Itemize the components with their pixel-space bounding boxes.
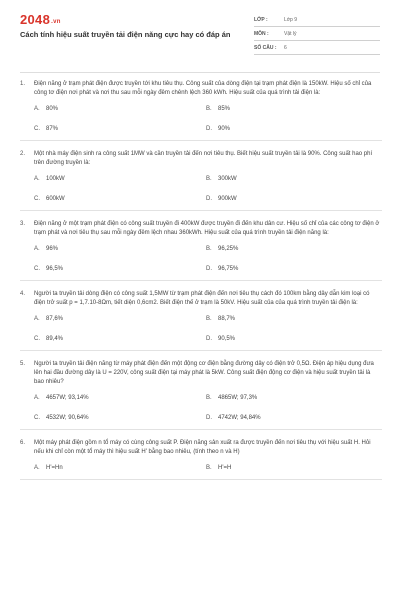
question-number: 3.: [20, 221, 26, 227]
option-letter: D.: [206, 266, 212, 272]
meta-row: [254, 28, 380, 41]
option-text: 4742W; 94,84%: [218, 415, 261, 421]
option-letter: C.: [34, 415, 40, 421]
option-text: 88,7%: [218, 316, 236, 322]
answer-option[interactable]: [34, 106, 206, 112]
option-letter: A.: [34, 106, 40, 112]
option-text: 600kW: [46, 196, 65, 202]
question-3: [20, 220, 382, 281]
answer-option[interactable]: [206, 176, 378, 182]
answer-option[interactable]: [206, 266, 378, 272]
logo-name: 2048: [20, 12, 51, 27]
option-text: 80%: [46, 106, 59, 112]
question-number: 4.: [20, 291, 26, 297]
meta-row: [254, 42, 380, 55]
question-text: Người ta truyền tải dòng điện có công suất 1,5MW từ trạm phát điện đến nơi tiêu thụ cách đó 100km bằng dây dẫn kim loại có điện trở suất p = 1,7.10-8Ωm, tiết diện 0,6cm2. Biết điện thế ở trạm là 50kV. Hiệu suất của của quá trình truyền tải điện là:: [34, 291, 370, 306]
question-6: [20, 439, 382, 480]
answer-option[interactable]: [206, 465, 378, 471]
question-text: Điện năng ở một trạm phát điện có công suất truyền đi 400kW được truyền đi đến khu dân cư. Hiệu số chỉ của các công tơ điện ở trạm phát và nơi tiêu thụ sau mỗi ngày đêm lệch nhau 360kWh. Hiệu suất của quá trình truyền tải điện năng là:: [34, 221, 380, 236]
answer-options: [34, 246, 382, 272]
option-text: 900kW: [218, 196, 237, 202]
question-head: [20, 150, 382, 168]
option-text: 96,5%: [46, 266, 64, 272]
logo-suffix: .vn: [51, 19, 61, 25]
answer-option[interactable]: [34, 316, 206, 322]
option-letter: C.: [34, 126, 40, 132]
question-2: [20, 150, 382, 211]
option-text: 96,75%: [218, 266, 239, 272]
answer-option[interactable]: [34, 336, 206, 342]
option-text: 4865W; 97,3%: [218, 395, 258, 401]
option-letter: B.: [206, 395, 212, 401]
meta-value: 6: [284, 45, 287, 51]
answer-options: [34, 395, 382, 421]
option-text: 90%: [218, 126, 231, 132]
meta-row: [254, 14, 380, 27]
question-text: Điện năng ở trạm phát điện được truyền tới khu tiêu thụ. Công suất của dòng điện tại trạm phát điện là 150kW. Hiệu số chỉ của công tơ điện nơi phát và nơi thu sau mỗi ngày đêm chênh lệch 360 kWh. Hiệu suất của quá trình tải điện là:: [34, 81, 372, 96]
answer-options: [34, 316, 382, 342]
question-text: Một máy phát điện gồm n tổ máy có cùng công suất P. Điện năng sản xuất ra được truyền đến nơi tiêu thụ với hiệu suất H. Hỏi nếu khi chỉ còn một tổ máy thì hiệu suất H' bằng bao nhiêu, (tính theo n và H): [34, 440, 371, 455]
answer-option[interactable]: [34, 266, 206, 272]
option-letter: D.: [206, 415, 212, 421]
option-letter: B.: [206, 465, 212, 471]
option-letter: A.: [34, 176, 40, 182]
option-letter: B.: [206, 106, 212, 112]
option-text: 4532W; 90,64%: [46, 415, 89, 421]
meta-key: SỐ CÂU :: [254, 45, 277, 51]
site-logo[interactable]: [20, 12, 61, 27]
option-text: H'=H: [218, 465, 232, 471]
answer-options: [34, 465, 382, 471]
option-text: 87,6%: [46, 316, 64, 322]
option-text: 300kW: [218, 176, 237, 182]
option-letter: D.: [206, 126, 212, 132]
option-letter: C.: [34, 336, 40, 342]
option-letter: D.: [206, 196, 212, 202]
answer-option[interactable]: [34, 246, 206, 252]
option-text: 96,25%: [218, 246, 239, 252]
question-number: 2.: [20, 151, 26, 157]
meta-table: [254, 14, 380, 56]
answer-options: [34, 106, 382, 132]
question-5: [20, 360, 382, 430]
question-number: 1.: [20, 81, 26, 87]
answer-option[interactable]: [206, 106, 378, 112]
header-divider: [20, 72, 380, 73]
option-letter: C.: [34, 196, 40, 202]
option-letter: B.: [206, 246, 212, 252]
meta-key: LỚP :: [254, 17, 268, 23]
option-letter: C.: [34, 266, 40, 272]
question-head: [20, 360, 382, 387]
answer-options: [34, 176, 382, 202]
option-letter: B.: [206, 316, 212, 322]
answer-option[interactable]: [34, 415, 206, 421]
meta-value: Lớp 9: [284, 17, 298, 23]
page-title: Cách tính hiệu suất truyền tải điện năng cực hay có đáp án: [20, 30, 231, 39]
answer-option[interactable]: [206, 196, 378, 202]
option-letter: D.: [206, 336, 212, 342]
option-letter: A.: [34, 246, 40, 252]
option-text: 90,5%: [218, 336, 236, 342]
question-head: [20, 220, 382, 238]
question-4: [20, 290, 382, 351]
answer-option[interactable]: [206, 126, 378, 132]
question-1: [20, 80, 382, 141]
meta-value: Vật lý: [284, 31, 297, 37]
option-text: 85%: [218, 106, 231, 112]
question-number: 5.: [20, 361, 26, 367]
header: [0, 0, 400, 62]
option-text: 4657W; 93,14%: [46, 395, 89, 401]
question-list: [20, 80, 382, 489]
answer-option[interactable]: [206, 415, 378, 421]
question-head: [20, 290, 382, 308]
question-text: Một nhà máy điện sinh ra công suất 1MW và cần truyền tải đến nơi tiêu thụ. Biết hiệu suất truyền tải là 90%. Công suất hao phí trên đường truyền là:: [34, 151, 373, 166]
answer-option[interactable]: [206, 316, 378, 322]
answer-option[interactable]: [206, 246, 378, 252]
question-head: [20, 439, 382, 457]
answer-option[interactable]: [206, 395, 378, 401]
option-text: H'=Hn: [46, 465, 63, 471]
answer-option[interactable]: [206, 336, 378, 342]
question-number: 6.: [20, 440, 26, 446]
meta-key: MÔN :: [254, 31, 269, 37]
option-text: 89,4%: [46, 336, 64, 342]
option-text: 87%: [46, 126, 59, 132]
option-letter: A.: [34, 316, 40, 322]
option-letter: A.: [34, 465, 40, 471]
question-text: Người ta truyền tải điện năng từ máy phát điện đến một động cơ điện bằng đường dây có điện trở 0,5Ω. Điện áp hiệu dụng đưa lên hai đầu đường dây là U = 220V, công suất điện tại máy phát là 5kW. Công suất điện động cơ điện và hiệu suất truyền tải là bao nhiêu?: [34, 361, 374, 385]
option-text: 96%: [46, 246, 59, 252]
answer-option[interactable]: [34, 126, 206, 132]
option-text: 100kW: [46, 176, 65, 182]
question-head: [20, 80, 382, 98]
answer-option[interactable]: [34, 196, 206, 202]
answer-option[interactable]: [34, 395, 206, 401]
option-letter: A.: [34, 395, 40, 401]
answer-option[interactable]: [34, 465, 206, 471]
option-letter: B.: [206, 176, 212, 182]
answer-option[interactable]: [34, 176, 206, 182]
